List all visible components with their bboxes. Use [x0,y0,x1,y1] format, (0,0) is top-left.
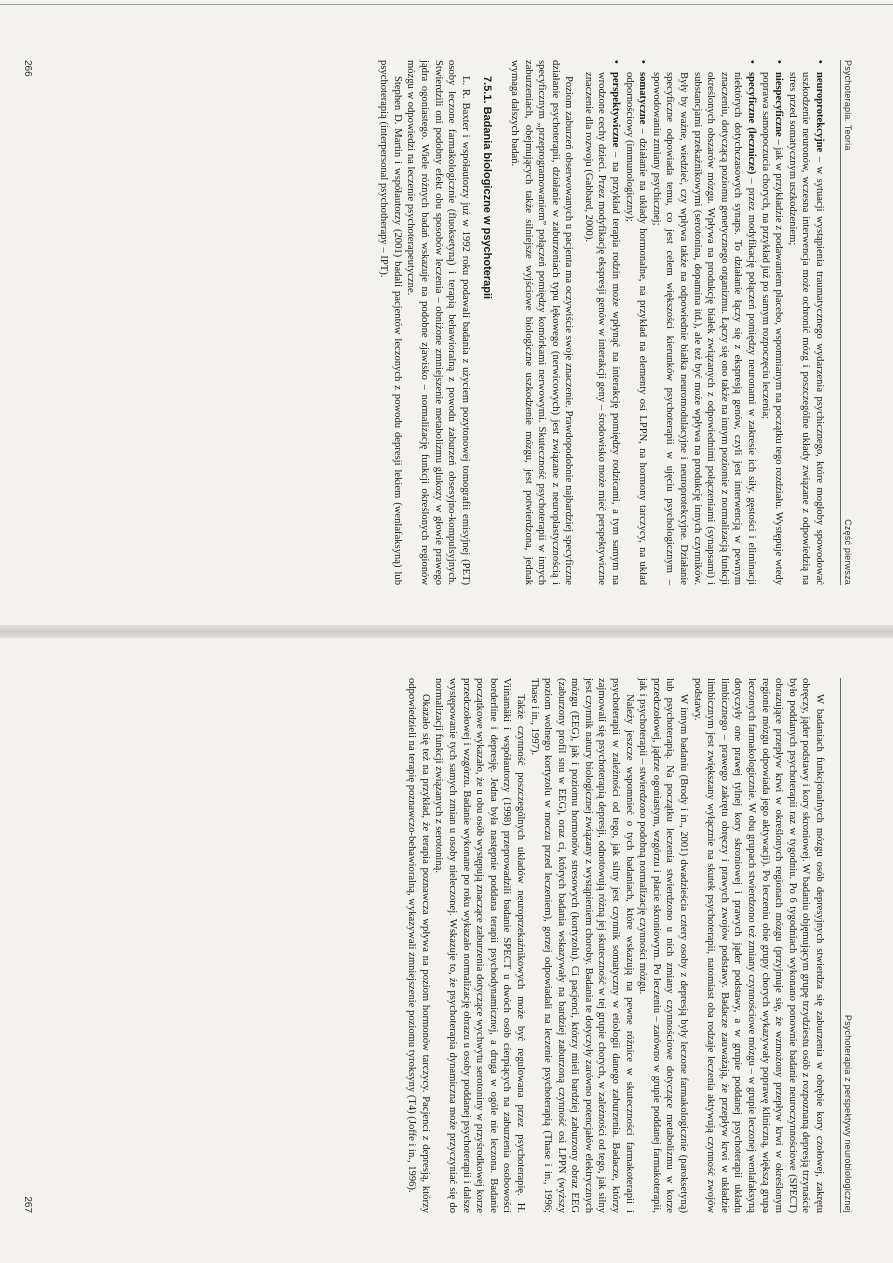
body-paragraph: Poziom zaburzeń obserwowanych u pacjenta ma oczywiście swoje znaczenie. Prawdopodobnie najbardziej specyficzne działanie psychoterapii, działanie w zaburzeniach typu lękowego (nerwicowych) jest związane z neuroplastycznością i specyficznym „przeprogramowaniem” połączeń pomiędzy komórkami nerwowymi. Skuteczność psychoterapii w innych zaburzeniach, obejmujących także silniejsze wyjściowe biologiczne uszkodzenie mózgu, jest potwierdzona, jednak wymaga dalszych badań. [508,60,575,585]
bullet-text: – w sytuacji wystąpienia traumatycznego wydarzenia psychicznego, które mogłoby spowodować uszkodzenie neuronów, wczesna interwencja może ochronić mózg i poszczególne układy związane z odpowiedzią na stres przed somatycznym uszkodzeniem; [786,72,825,585]
bullet-text: – działanie na układy hormonalne, na przykład na elementy osi LPPN, na hormony tarczycy, na układ odpornościowy (immunologiczny); [623,72,649,585]
bullet-text: – na przykład terapia rodzin może wpłynąć na interakcję pomiędzy rodzicami, a tym samym na wrodzone cechy dzieci. Przez modyfikację ekspresji genów w interakcji geny – środowisko może mieć perspektywiczne znaczenie dla rozwoju (Gabbard, 2000). [582,72,622,585]
left-page-number: 266 [22,60,33,77]
body-paragraph: Należy jeszcze wspomnieć o tych badaniach, które wskazują na pewne różnice w skuteczności farmakoterapii i psychoterapii w zależności od tego, jak silny jest czynnik somatyczny w etiologii danego zaburzenia. Badacze, którzy zajmowali się psychoterapią depresji, odnotowują różną jej skuteczność w tej grupie chorych, w zależności od tego, jak silny jest czynnik natury biologicznej związany z wystąpieniem choroby. Badania te dotyczyły zarówno potencjałów elektrycznych mózgu (EEG), jak i poziomu hormonów stresowych (kortyzolu). Ci pacjenci, którzy mieli bardziej zaburzony obraz EEG (zaburzony profil snu w EEG), oraz ci, których badania wskazywały na bardziej zaburzoną czynność osi LPPN (wyższy poziom wolnego kortyzolu w moczu przed leczeniem), gorzej odpowiadali na leczenie psychoterapią (Thase i in., 1996; Thase i in., 1997). [528,678,635,1213]
left-page [0,0,893,625]
bullet-term: somatyczne [637,72,649,125]
bullet-item [785,60,826,585]
section-heading: 7.5.1. Badania biologiczne w psychoterapii [481,76,494,300]
bullet-item [581,60,622,585]
body-paragraph: W innym badaniu (Brody i in., 2001) dwadzieścia cztery osoby z depresją były leczone farmakologicznie (paroksetyną) lub psychoterapią. Na początku leczenia stwierdzono u nich zmiany czynnościowe dotyczące metabolizmu w korze przedczołowej, jądrze ogoniastym, wzgórzu i płacie skroniowym. Po leczeniu – zarówno w grupie poddanej farmakoterapii, jak i psychoterapii – stwierdzono podobną normalizację czynności mózgu. [637,678,690,1213]
left-body-text [377,60,826,585]
body-paragraph: Okazało się też na przykład, że terapia poznawcza wpływa na poziom hormonów tarczycy. Pacjenci z depresją, którzy odpowiedzieli na terapię poznawczo-behawioralną, wykazywali zmniejszenie poziomu tyroksyny (T4) (Joffe i in., 1996). [406,678,431,1213]
right-page-number: 267 [22,1196,33,1213]
bullet-item [649,60,758,585]
body-paragraph: Stephen D. Martin i współautorzy (2001) badali pacjentów leczonych z powodu depresji lekiem (wenlafaksyną) lub psychoterapią (interpersonal psychotherapy – IPT). [378,60,403,585]
left-running-head [840,60,853,585]
bullet-term: niespecyficzne [773,72,785,137]
body-paragraph: L. R. Baxter i współautorzy już w 1992 roku podawali badania z użyciem pozytonowej tomografii emisyjnej (PET) osoby leczone farmakologicznie (fluoksetyną) i terapią behawioralną z powodu zaburzeń obsesyjno-kompulsyjnych. Stwierdzili oni podobny efekt obu sposobów leczenia – obniżone zmniejszenie metabolizmu glukozy w głowie prawego jądra ogoniastego. Wiele różnych badań wskazuje na podobne zjawisko – normalizację funkcji określonych regionów mózgu w odpowiedzi na leczenie psychoterapeutyczne. [405,60,471,585]
bullet-term: perspektywiczne [610,72,622,148]
body-paragraph: Także czynność poszczególnych układów neuroprzekaźnikowych może być regulowana przez psychoterapię. H. Viinamäki i współautorzy (1998) przeprowadzili badanie SPECT u dwóch osób cierpiących na zaburzenia osobowości borderline i depresję. Jedna była następnie poddana terapii psychodynamicznej, a druga w ogóle nie leczona. Badanie początkowe wykazało, że u obu osób występują znaczące zaburzenia dotyczące wychwytu serotoniny w przyśrodkowej korze przedczołowej i wzgórzu. Badanie wykonane po roku wykazało normalizację obrazu u osoby poddanej psychoterapii i dalsze występowanie tych samych zmian u osoby nieleczonej. Wskazuje to, że psychoterapia dynamiczna może przyczyniać się do normalizacji funkcji związanych z serotoniną. [433,678,526,1213]
right-header-title: Psychoterapia z perspektywy neurobiologicznej [843,1014,853,1213]
left-header-part: Część pierwsza [843,519,853,585]
bullet-text: – jak w przykładzie z podawaniem placebo, wspomnianym na początku tego rozdziału. Występuje wtedy poprawa samopoczucia chorych, na przykład już po samym rozpoczęciu leczenia; [759,72,785,585]
left-header-title: Psychoterapia. Teoria [843,60,853,151]
book-gutter [0,625,893,638]
bullet-term: neuroprotekcyjne [814,72,825,153]
right-page [0,638,893,1263]
bullet-text: – przez modyfikację połączeń pomiędzy neuronami w zakresie ich siły, gęstości i eliminacji niektórych dotychczasowych synaps. To działanie łączy się z ekspresją genów, czyli jest interwencją w pewnym znaczeniu, dotyczącą poziomu genetycznego organizmu. Łączy się ono także na innym poziomie z normalizacją funkcji określonych obszarów mózgu. Wpływa na produkcję białek związanych z odpowiednimi połączeniami (synapsami) i substancjami przekaźnikowymi (serotonina, dopamina itd.), ale też być może wpływa na produkcję innych czynników. Były by ważne, wiedzieć, czy wpływa także na odpowiednie białka neuromodulacyjne i neuroprotekcyjne. Działanie specyficzne odpowiada temu, co jest celem większości kierunków psychoterapii w ujęciu psychologicznym – spowodowaniu zmiany psychicznej; [650,72,758,585]
right-body-text [405,678,826,1213]
bullet-item [622,60,649,585]
bullet-term: specyficzne (lecznicze) [746,72,758,175]
body-paragraph: W badaniach funkcjonalnych mózgu osób depresyjnych stwierdza się zaburzenia w obrębie kory czołowej, zakrętu obręczy, jąder podstawy i kory skroniowej. W badaniu objęmującym grupę trzydziestu osób z rozpoznaną depresją trzynaście było poddanych psychoterapii raz w tygodniu. Po 6 tygodniach wykonano ponownie badanie neuroczynnościowe (SPECT) obrazujące przepływ krwi w określonych regionach mózgu (przyjmuje się, że wzmożony przepływ krwi w określonym regionie mózgu odpowiada jego aktywacji). Po leczeniu obie grupy chorych wykazywały poprawę kliniczną, większą grupa leczonych farmakologicznie. W obu grupach stwierdzono też zmiany czynnościowe mózgu – w grupie leczonej wenlafaksyną dotyczyły one prawej tylnej kory skroniowej i prawych jąder podstawy, a w grupie poddanej psychoterapii układu limbicznego – prawego zakrętu obręczy i prawych zwojów podstawy. Badacze zauważają, że przepływ krwi w układzie limbicznym jest zwiększany wyłącznie na skutek psychoterapii, natomiast oba rodzaje leczenia aktywują czynność zwojów podstawy. [691,678,825,1213]
right-running-head [840,678,853,1213]
bullet-item [758,60,785,585]
